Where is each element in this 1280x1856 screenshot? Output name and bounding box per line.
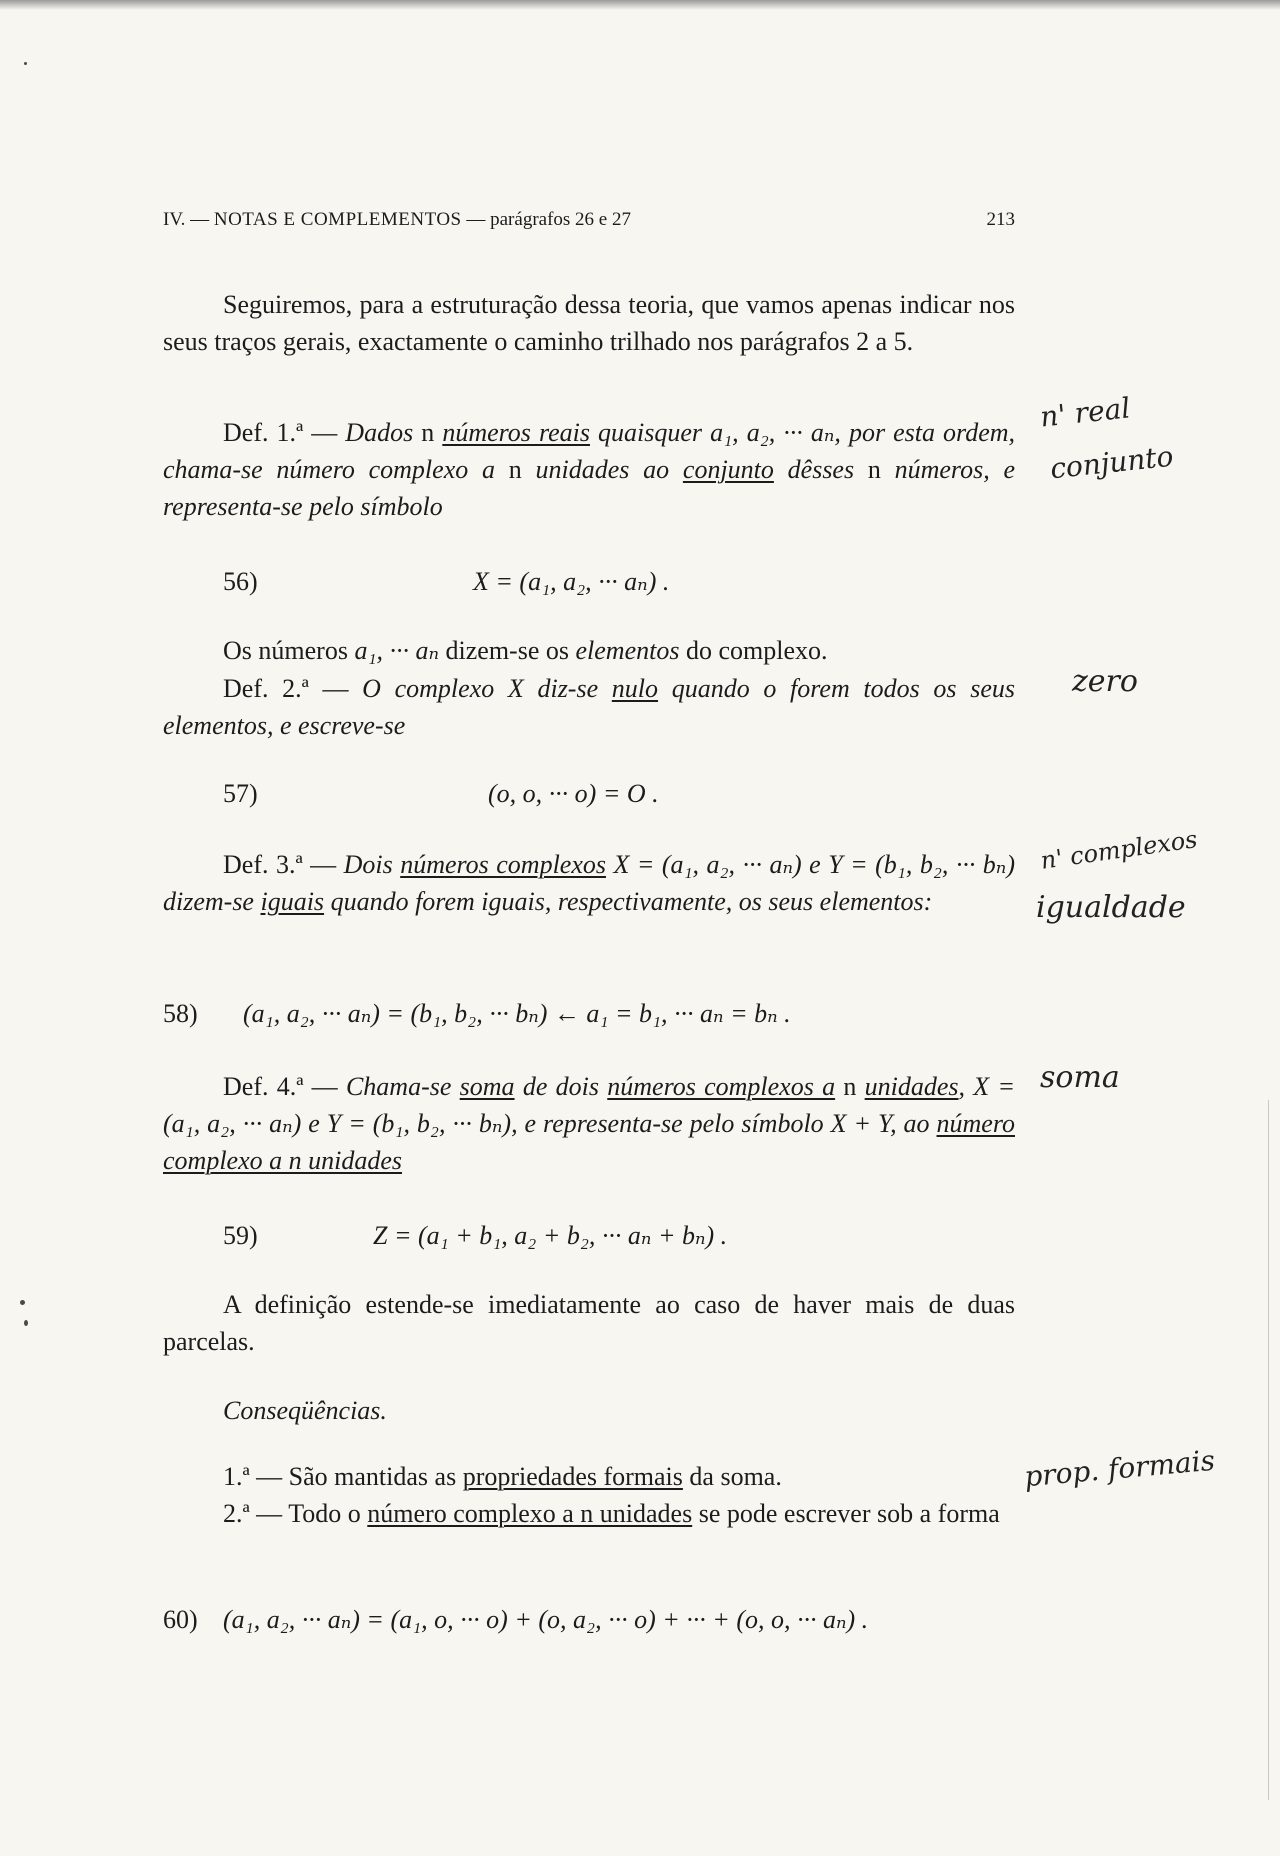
page-number: 213 (986, 209, 1015, 230)
equation-57-body: (o, o, ··· o) = O . (488, 779, 659, 808)
def1-n2: n (508, 455, 522, 484)
running-head-section: — parágrafos 26 e 27 (466, 209, 631, 230)
cons2-underlined: número complexo a n unidades (367, 1499, 693, 1528)
def1-n3: n (867, 455, 881, 484)
scan-edge-line (1268, 1100, 1269, 1800)
equation-56 (163, 562, 1015, 602)
equation-56-number: 56) (223, 567, 258, 596)
equation-57-number: 57) (223, 779, 258, 808)
equation-57 (163, 774, 1015, 814)
margin-note-soma: soma (1040, 1060, 1120, 1095)
scan-speck (24, 62, 27, 65)
margin-note-zero: zero (1072, 664, 1138, 699)
definition-2 (163, 670, 1015, 744)
elements-sentence (163, 632, 1015, 669)
def3-lead: Def. 3.ª — (223, 850, 337, 879)
cons1-text-b: da soma. (682, 1462, 782, 1491)
equation-58-number: 58) (163, 999, 198, 1028)
margin-note-prop-formais: prop. formais (1022, 1443, 1217, 1494)
scan-speck (20, 1300, 25, 1305)
equation-58 (163, 994, 1015, 1034)
extension-paragraph: A definição estende-se imediatamente ao caso de haver mais de duas parcelas. (163, 1290, 1015, 1356)
def4-lead: Def. 4.ª — (223, 1072, 338, 1101)
definition-3 (163, 846, 1015, 920)
def3-underlined-iguais: iguais (260, 887, 325, 916)
consequence-1 (163, 1458, 1015, 1495)
def1-text-c: quaisquer (590, 418, 711, 447)
equation-59-number: 59) (223, 1221, 258, 1250)
def2-text-a: O complexo X diz-se (348, 674, 612, 703)
def1-vars: a₁, a₂, ··· aₙ (710, 418, 835, 447)
def1-text-e: unidades ao (521, 455, 683, 484)
cons1-underlined: propriedades formais (462, 1462, 683, 1491)
def3-underlined-complexos: números complexos (400, 850, 606, 879)
def4-underlined-complexos: números complexos a (607, 1072, 836, 1101)
def4-underlined-soma: soma (459, 1072, 515, 1101)
def1-n: n (421, 418, 435, 447)
margin-note-conjunto: conjunto (1048, 439, 1175, 486)
definition-1-text (163, 414, 1015, 525)
def4-text-b: de dois (514, 1072, 608, 1101)
definition-4 (163, 1068, 1015, 1179)
scan-speck (24, 1320, 28, 1326)
def2-text-b: quando o forem todos os seus elementos, e escreve-se (163, 674, 1015, 740)
def2-lead: Def. 2.ª — (223, 674, 349, 703)
definition-4-text (163, 1068, 1015, 1179)
consequence-2-text (163, 1495, 1015, 1532)
def4-underlined-unidades: unidades (864, 1072, 959, 1101)
equation-60-body: (a₁, a₂, ··· aₙ) = (a₁, o, ··· o) + (o, a₂, ··· o) + ··· + (o, o, ··· aₙ) . (223, 1605, 869, 1634)
elements-text-a: Os números (223, 636, 355, 665)
cons2-text-a: 2.ª — Todo o (223, 1499, 368, 1528)
cons1-text-a: 1.ª — São mantidas as (223, 1462, 463, 1491)
equation-60-number: 60) (163, 1605, 198, 1634)
def4-n: n (835, 1072, 865, 1101)
def1-text-a: Dados (337, 418, 422, 447)
running-header (163, 209, 1015, 239)
def1-text-d: , por esta ordem, chama-se número complexo a (163, 418, 1016, 484)
running-head-title: NOTAS E COMPLEMENTOS (213, 209, 462, 230)
def1-text-f: dêsses (773, 455, 868, 484)
def4-text-c: , X = (a₁, a₂, ··· aₙ) e Y = (b₁, b₂, ··· bₙ), e representa-se pelo símbolo X + Y, ao (163, 1072, 1015, 1138)
running-head-chapter: IV. — (163, 209, 210, 230)
consequence-1-text (163, 1458, 1015, 1495)
def3-text-c: quando forem iguais, respectivamente, os seus elementos: (324, 887, 933, 916)
equation-59 (163, 1216, 1015, 1256)
consequence-2 (163, 1495, 1015, 1532)
consequences-title-block (163, 1392, 1015, 1429)
def3-text-a: Dois (336, 850, 401, 879)
elements-text-b: dizem-se os (439, 636, 576, 665)
def1-underlined-reais: números reais (442, 418, 590, 447)
definition-3-text (163, 846, 1015, 920)
extension-block (163, 1286, 1015, 1360)
margin-note-real: n' real (1038, 391, 1132, 434)
equation-60 (163, 1600, 1015, 1640)
def4-text-a: Chama-se (337, 1072, 460, 1101)
definition-1 (163, 414, 1015, 525)
def1-lead: Def. 1.ª — (223, 418, 338, 447)
equation-58-body: (a₁, a₂, ··· aₙ) = (b₁, b₂, ··· bₙ) ← a₁ = b₁, ··· aₙ = bₙ . (243, 999, 791, 1028)
definition-2-text (163, 670, 1015, 744)
elements-sentence-block (163, 632, 1015, 669)
elements-italic-word: elementos (575, 636, 680, 665)
def3-text-b: X = (a₁, a₂, ··· aₙ) e Y = (b₁, b₂, ··· bₙ) dizem-se (163, 850, 1016, 916)
cons2-text-b: se pode escrever sob a forma (692, 1499, 1000, 1528)
margin-note-igualdade: igualdade (1036, 890, 1186, 925)
def2-underlined-nulo: nulo (611, 674, 659, 703)
intro-block (163, 286, 1015, 360)
elements-text-c: do complexo. (679, 636, 828, 665)
scan-top-shadow (0, 0, 1280, 10)
running-head (163, 209, 631, 231)
def1-underlined-conjunto: conjunto (682, 455, 774, 484)
consequences-title: Conseqüências. (223, 1396, 387, 1425)
equation-56-body: X = (a₁, a₂, ··· aₙ) . (473, 567, 670, 596)
elements-vars: a₁, ··· aₙ (354, 636, 440, 665)
intro-paragraph: Seguiremos, para a estruturação dessa teoria, que vamos apenas indicar nos seus traços gerais, exactamente o caminho trilhado nos parágrafos 2 a 5. (163, 290, 1015, 356)
def4-underlined-numero-complexo: número complexo a n unidades (163, 1109, 1015, 1175)
def1-text-g: números, e representa-se pelo símbolo (163, 455, 1015, 521)
margin-note-complexos: n' complexos (1038, 825, 1200, 875)
equation-59-body: Z = (a₁ + b₁, a₂ + b₂, ··· aₙ + bₙ) . (373, 1221, 728, 1250)
